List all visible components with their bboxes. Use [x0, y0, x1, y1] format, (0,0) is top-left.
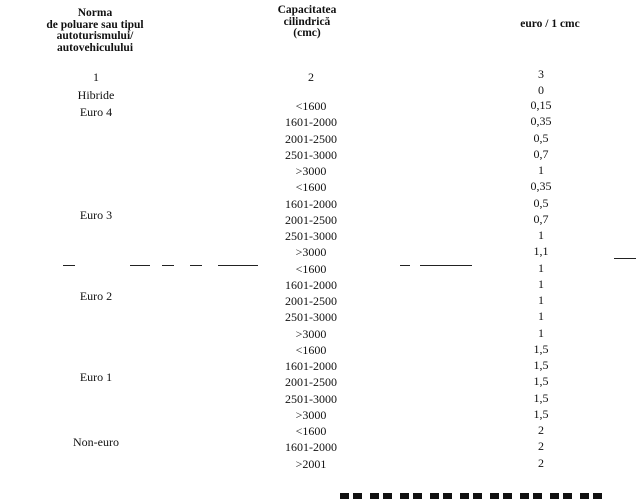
- capacity-cell: >3000: [295, 326, 327, 341]
- value-cell: 2: [538, 455, 544, 470]
- capacity-cell: <1600: [295, 99, 327, 113]
- capacity-cell: 1601-2000: [285, 359, 337, 373]
- capacity-cell: <1600: [295, 261, 327, 276]
- capacity-cell: 2001-2500: [285, 212, 337, 227]
- separator-line: [400, 265, 410, 266]
- header-euro-label: euro / 1 cmc: [520, 18, 580, 30]
- value-cell: 1,1: [533, 244, 549, 259]
- capacity-cell: <1600: [295, 342, 327, 357]
- header-norm-line: Norma: [77, 7, 113, 19]
- value-cell: 1: [538, 260, 544, 275]
- value-cell: 2: [538, 439, 544, 454]
- value-cell: 1: [538, 325, 544, 340]
- capacity-cell: <1600: [295, 424, 327, 438]
- capacity-cell: <1600: [295, 180, 327, 195]
- value-cell: 0,35: [530, 114, 552, 129]
- value-cell: 0,5: [533, 195, 549, 210]
- capacity-cell: 1601-2000: [285, 440, 337, 455]
- capacity-cell: 2001-2500: [285, 131, 337, 146]
- capacity-cell: 2501-3000: [285, 229, 337, 243]
- capacity-cell: 2001-2500: [285, 375, 337, 390]
- norm-label: Non-euro: [73, 435, 119, 450]
- value-cell: 1: [538, 293, 544, 307]
- value-cell: 0,35: [530, 179, 552, 194]
- header-norm-line: autoturismului/: [56, 30, 134, 42]
- separator-line: [218, 265, 258, 266]
- value-cell: 0,15: [530, 98, 552, 112]
- value-cell: 0,7: [533, 146, 549, 161]
- capacity-cell: 2501-3000: [285, 310, 337, 325]
- capacity-cell: 2001-2500: [285, 294, 337, 308]
- header-norm-line: autovehiculului: [56, 41, 134, 54]
- value-cell: 2: [538, 423, 544, 437]
- norm-label: Euro 2: [79, 289, 113, 303]
- norm-label: Euro 4: [79, 105, 113, 119]
- header-capacity-line: cilindrică: [283, 15, 331, 28]
- separator-line: [162, 265, 174, 266]
- norm-label: Euro 3: [79, 207, 113, 222]
- value-cell: 1: [538, 276, 544, 291]
- capacity-cell: >3000: [295, 164, 327, 178]
- value-cell: 1,5: [533, 390, 549, 405]
- header-capacity-line: Capacitatea: [277, 4, 337, 16]
- header-col-euro: [490, 19, 610, 31]
- column-number-3: 3: [538, 67, 544, 81]
- capacity-cell: 1601-2000: [285, 115, 337, 130]
- capacity-cell: >3000: [295, 407, 327, 422]
- separator-line: [420, 265, 472, 266]
- value-cell: 1: [538, 163, 544, 177]
- value-cell: 1,5: [533, 406, 549, 421]
- header-col-capacity: [252, 5, 362, 40]
- cut-off-text-fragment: [340, 493, 610, 499]
- separator-line: [190, 265, 202, 266]
- separator-line: [63, 265, 75, 266]
- value-cell: 0,7: [533, 211, 549, 226]
- value-cell: 1: [538, 309, 544, 324]
- norm-label-hibride: Hibride: [77, 88, 115, 102]
- value-cell: 1,5: [533, 374, 549, 389]
- column-number-1: 1: [93, 70, 99, 84]
- value-cell: 1,5: [533, 341, 549, 356]
- header-col-norm: [20, 8, 170, 54]
- value-cell: 1: [538, 228, 544, 242]
- header-norm-line: de poluare sau tipul: [46, 18, 144, 31]
- column-number-2: 2: [308, 70, 314, 84]
- capacity-cell: 1601-2000: [285, 277, 337, 292]
- value-cell: 0,5: [533, 130, 549, 145]
- header-capacity-line: (cmc): [293, 27, 321, 39]
- capacity-cell: >3000: [295, 245, 327, 260]
- capacity-cell: 2501-3000: [285, 391, 337, 406]
- separator-line: [614, 258, 636, 259]
- value-cell: 1,5: [533, 358, 549, 372]
- capacity-cell: 1601-2000: [285, 196, 337, 211]
- value-hibride: 0: [538, 83, 544, 97]
- capacity-cell: >2001: [295, 456, 327, 471]
- capacity-cell: 2501-3000: [285, 147, 337, 162]
- norm-label: Euro 1: [79, 370, 113, 385]
- separator-line: [130, 265, 150, 266]
